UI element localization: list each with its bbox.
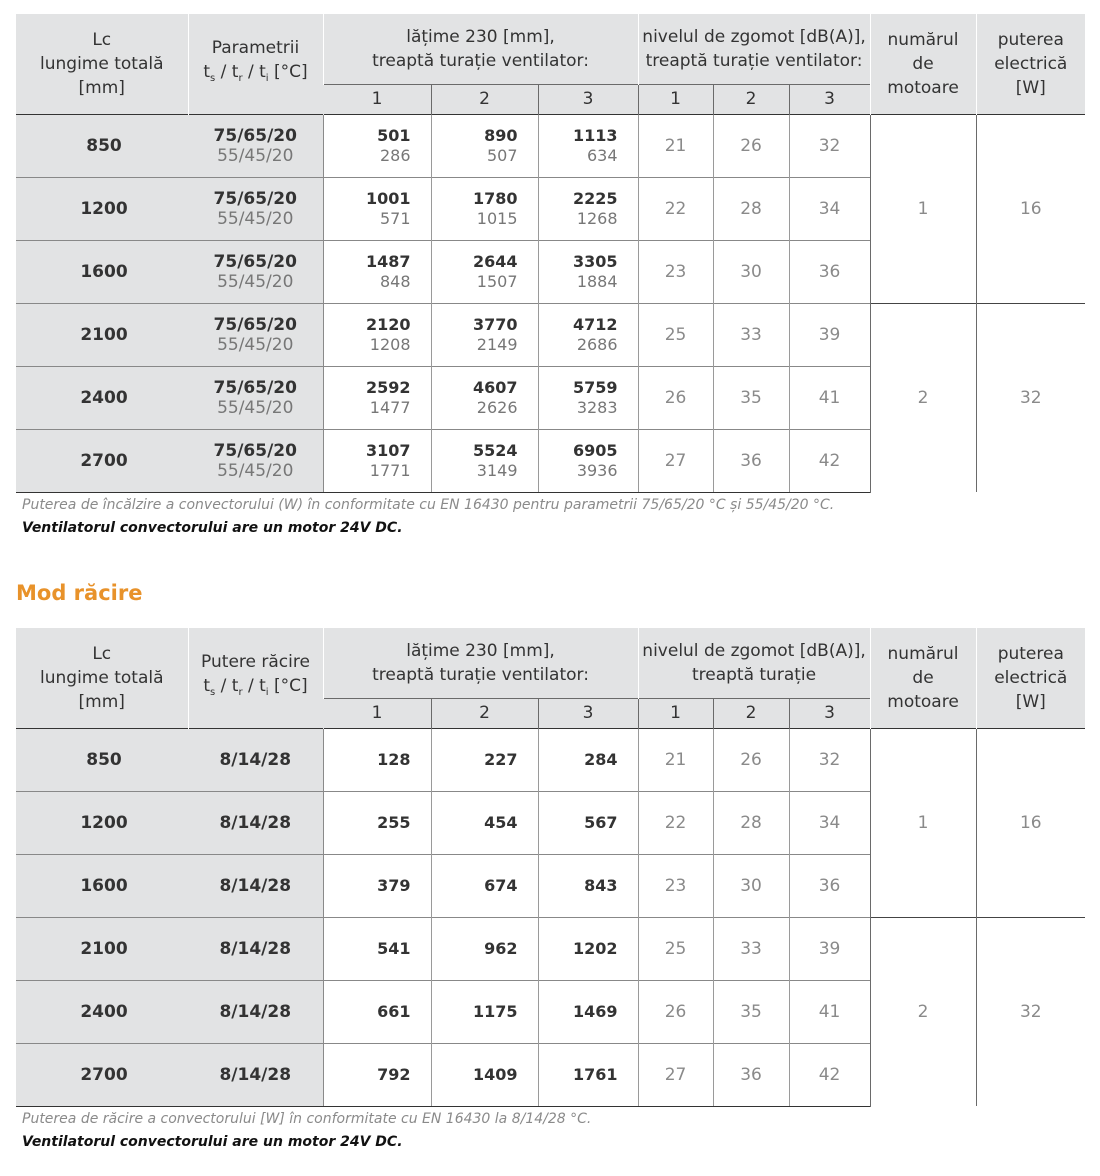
noise-cell: 28	[713, 791, 789, 854]
step-header: 1	[638, 698, 713, 728]
noise-cell: 34	[789, 791, 870, 854]
power-cell: 1469	[538, 980, 638, 1043]
noise-cell: 39	[789, 303, 870, 366]
noise-cell: 41	[789, 366, 870, 429]
noise-cell: 35	[713, 366, 789, 429]
power-cell: 1487 848	[323, 240, 431, 303]
power-cell: 661	[323, 980, 431, 1043]
length-cell: 2700	[16, 429, 188, 492]
length-cell: 2400	[16, 366, 188, 429]
power-cell: 4712 2686	[538, 303, 638, 366]
param-cell: 75/65/20 55/45/20	[188, 177, 323, 240]
param-cell: 8/14/28	[188, 1043, 323, 1106]
motors-cell: 2	[870, 917, 976, 1106]
param-cell: 8/14/28	[188, 980, 323, 1043]
heating-motor-note: Ventilatorul convectorului are un motor 24V DC.	[22, 520, 403, 536]
param-cell: 8/14/28	[188, 791, 323, 854]
noise-cell: 36	[789, 854, 870, 917]
cooling-motor-note: Ventilatorul convectorului are un motor 24V DC.	[22, 1134, 403, 1150]
noise-cell: 34	[789, 177, 870, 240]
electric-power-cell: 16	[976, 114, 1085, 303]
noise-cell: 30	[713, 240, 789, 303]
noise-group-header: nivelul de zgomot [dB(A)], treaptă turație ventilator:	[638, 14, 870, 84]
power-cell: 1001 571	[323, 177, 431, 240]
param-cell: 75/65/20 55/45/20	[188, 240, 323, 303]
power-cell: 541	[323, 917, 431, 980]
param-cell: 8/14/28	[188, 917, 323, 980]
noise-cell: 25	[638, 917, 713, 980]
power-cell: 843	[538, 854, 638, 917]
length-cell: 2100	[16, 917, 188, 980]
param-cell: 75/65/20 55/45/20	[188, 429, 323, 492]
cooling-table	[16, 628, 1085, 1107]
noise-cell: 26	[638, 366, 713, 429]
power-cell: 1202	[538, 917, 638, 980]
noise-cell: 33	[713, 917, 789, 980]
step-header: 3	[789, 698, 870, 728]
step-header: 1	[323, 698, 431, 728]
noise-cell: 33	[713, 303, 789, 366]
noise-cell: 27	[638, 429, 713, 492]
motors-cell: 2	[870, 303, 976, 492]
power-cell: 227	[431, 728, 538, 791]
noise-cell: 32	[789, 728, 870, 791]
power-cell: 454	[431, 791, 538, 854]
power-cell: 3770 2149	[431, 303, 538, 366]
step-header: 3	[789, 84, 870, 114]
length-cell: 2700	[16, 1043, 188, 1106]
lc-header: Lc lungime totală [mm]	[16, 14, 188, 114]
length-cell: 1200	[16, 177, 188, 240]
step-header: 1	[323, 84, 431, 114]
length-cell: 1200	[16, 791, 188, 854]
step-header: 1	[638, 84, 713, 114]
noise-cell: 23	[638, 240, 713, 303]
power-cell: 2225 1268	[538, 177, 638, 240]
noise-cell: 26	[713, 728, 789, 791]
power-cell: 3107 1771	[323, 429, 431, 492]
power-cell: 2644 1507	[431, 240, 538, 303]
param-header: Parametrii $t_s / t_r / t_i$ [°C]	[188, 14, 323, 114]
table-row	[16, 114, 1085, 177]
power-cell: 1409	[431, 1043, 538, 1106]
power-cell: 5524 3149	[431, 429, 538, 492]
noise-cell: 22	[638, 791, 713, 854]
power-header: puterea electrică [W]	[976, 628, 1085, 728]
noise-cell: 21	[638, 114, 713, 177]
lc-header: Lc lungime totală [mm]	[16, 628, 188, 728]
width-group-header: lățime 230 [mm], treaptă turație ventilator:	[323, 14, 638, 84]
power-header: puterea electrică [W]	[976, 14, 1085, 114]
cooling-footnote: Puterea de răcire a convectorului [W] în conformitate cu EN 16430 la 8/14/28 °C.	[22, 1111, 592, 1127]
length-cell: 850	[16, 728, 188, 791]
length-cell: 850	[16, 114, 188, 177]
noise-cell: 36	[789, 240, 870, 303]
power-cell: 5759 3283	[538, 366, 638, 429]
noise-cell: 26	[638, 980, 713, 1043]
param-cell: 75/65/20 55/45/20	[188, 366, 323, 429]
noise-cell: 42	[789, 1043, 870, 1106]
step-header: 3	[538, 698, 638, 728]
noise-group-header: nivelul de zgomot [dB(A)], treaptă turație	[638, 628, 870, 698]
noise-cell: 25	[638, 303, 713, 366]
noise-cell: 35	[713, 980, 789, 1043]
heating-table	[16, 14, 1085, 493]
length-cell: 2100	[16, 303, 188, 366]
power-cell: 255	[323, 791, 431, 854]
power-cell: 890 507	[431, 114, 538, 177]
step-header: 2	[713, 698, 789, 728]
power-cell: 128	[377, 750, 411, 769]
param-cell: 75/65/20 55/45/20	[188, 303, 323, 366]
cooling-section-title: Mod răcire	[16, 581, 143, 605]
power-cell: 674	[431, 854, 538, 917]
power-cell: 1113 634	[538, 114, 638, 177]
power-cell: 2592 1477	[323, 366, 431, 429]
step-header: 2	[431, 84, 538, 114]
width-group-header: lățime 230 [mm], treaptă turație ventilator:	[323, 628, 638, 698]
power-cell: 3305 1884	[538, 240, 638, 303]
power-cell: 6905 3936	[538, 429, 638, 492]
power-cell: 1780 1015	[431, 177, 538, 240]
power-cell: 792	[323, 1043, 431, 1106]
power-cell: 1761	[538, 1043, 638, 1106]
noise-cell: 41	[789, 980, 870, 1043]
step-header: 2	[431, 698, 538, 728]
noise-cell: 42	[789, 429, 870, 492]
electric-power-cell: 16	[976, 728, 1085, 917]
length-cell: 2400	[16, 980, 188, 1043]
motors-header: numărul de motoare	[870, 14, 976, 114]
motors-cell: 1	[870, 114, 976, 303]
noise-cell: 27	[638, 1043, 713, 1106]
step-header: 3	[538, 84, 638, 114]
noise-cell: 21	[638, 728, 713, 791]
power-cell: 962	[431, 917, 538, 980]
noise-cell: 23	[638, 854, 713, 917]
noise-cell: 22	[638, 177, 713, 240]
motors-header: numărul de motoare	[870, 628, 976, 728]
power-cell: 379	[323, 854, 431, 917]
table-row	[16, 303, 1085, 366]
power-cell: 1175	[431, 980, 538, 1043]
noise-cell: 36	[713, 1043, 789, 1106]
length-cell: 1600	[16, 854, 188, 917]
param-cell: 8/14/28	[188, 854, 323, 917]
power-cell: 2120 1208	[323, 303, 431, 366]
step-header: 2	[713, 84, 789, 114]
noise-cell: 32	[789, 114, 870, 177]
power-cell: 501 286	[377, 125, 411, 165]
param-cell: 8/14/28	[188, 728, 323, 791]
noise-cell: 39	[789, 917, 870, 980]
noise-cell: 36	[713, 429, 789, 492]
power-cell: 284	[538, 728, 638, 791]
motors-cell: 1	[870, 728, 976, 917]
noise-cell: 26	[713, 114, 789, 177]
noise-cell: 28	[713, 177, 789, 240]
param-cell: 75/65/20 55/45/20	[188, 114, 323, 177]
electric-power-cell: 32	[976, 917, 1085, 1106]
length-cell: 1600	[16, 240, 188, 303]
table-row	[16, 728, 1085, 791]
param-header: Putere răcire $t_s / t_r / t_i$ [°C]	[188, 628, 323, 728]
table-row	[16, 917, 1085, 980]
electric-power-cell: 32	[976, 303, 1085, 492]
power-cell: 567	[538, 791, 638, 854]
power-cell: 4607 2626	[431, 366, 538, 429]
heating-footnote: Puterea de încălzire a convectorului (W) în conformitate cu EN 16430 pentru parametrii 75/65/20 °C și 55/45/20 °C.	[22, 497, 835, 513]
noise-cell: 30	[713, 854, 789, 917]
